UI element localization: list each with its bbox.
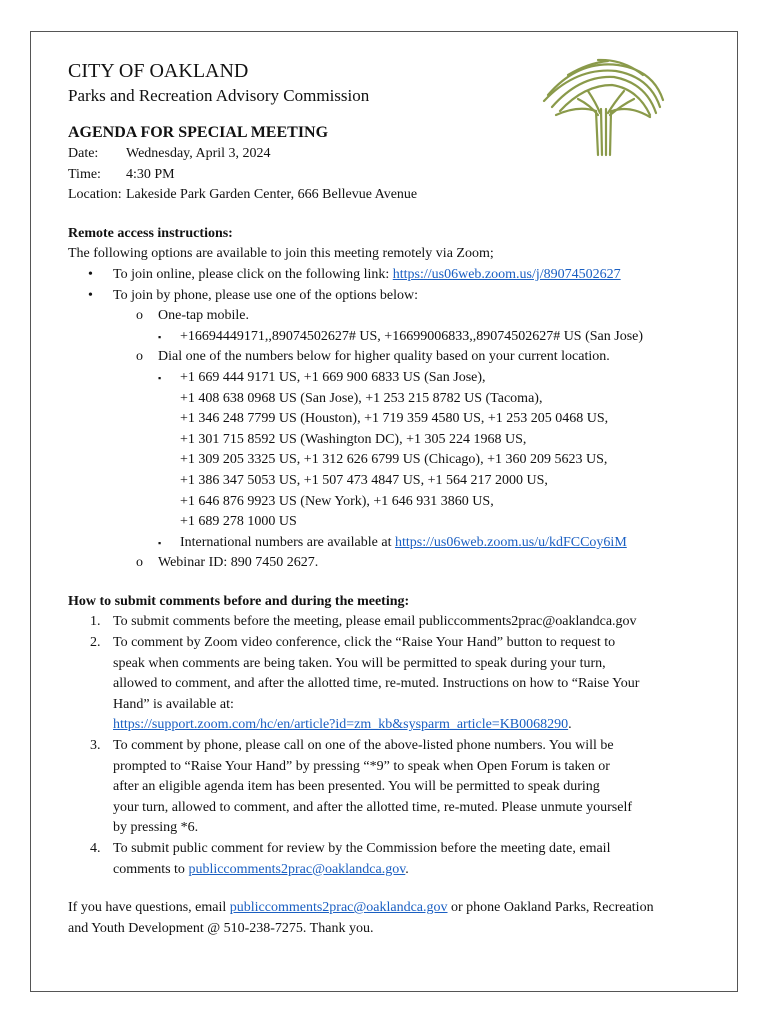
dial-line: +1 301 715 8592 US (Washington DC), +1 305 224 1968 US,	[180, 431, 527, 447]
comments-email-link[interactable]: publiccomments2prac@oaklandca.gov	[188, 861, 406, 877]
dial-numbers-item	[68, 368, 708, 533]
location-value: Lakeside Park Garden Center, 666 Bellevue Avenue	[126, 187, 418, 203]
one-tap-item	[68, 306, 708, 327]
bullet-marker: •	[88, 287, 93, 303]
square-marker: ▪	[158, 537, 162, 548]
comment-line: speak when comments are being taken. You will be permitted to speak during your turn,	[113, 655, 606, 671]
comment-line: To submit public comment for review by the Commission before the meeting date, email	[113, 841, 611, 856]
comments-heading: How to submit comments before and during the meeting:	[68, 593, 410, 609]
comment-line: comments to	[113, 861, 189, 877]
comment-item-1-text: To submit comments before the meeting, please email publiccomments2prac@oaklandca.gov	[113, 614, 637, 630]
footer-text: If you have questions, email	[68, 900, 230, 916]
dial-line: +1 646 876 9923 US (New York), +1 646 931 3860 US,	[180, 493, 494, 509]
join-phone-item	[68, 286, 708, 307]
dial-line: +1 408 638 0968 US (San Jose), +1 253 215 8782 US (Tacoma),	[180, 390, 543, 406]
comment-line: prompted to “Raise Your Hand” by pressing “*9” to speak when Open Forum is taken or	[113, 758, 610, 774]
dial-line: +1 669 444 9171 US, +1 669 900 6833 US (San Jose),	[180, 369, 486, 385]
commission-name: Parks and Recreation Advisory Commission	[68, 86, 370, 105]
international-item	[68, 533, 708, 554]
number-marker: 3.	[90, 738, 101, 754]
remote-intro: The following options are available to join this meeting remotely via Zoom;	[68, 246, 494, 262]
location-label: Location:	[68, 187, 122, 203]
comment-line: allowed to comment, and after the allotted time, re-muted. Instructions on how to “Raise Your	[113, 676, 640, 692]
join-phone-text: To join by phone, please use one of the options below:	[113, 287, 419, 303]
comment-line: by pressing *6.	[113, 820, 199, 836]
date-value: Wednesday, April 3, 2024	[126, 146, 271, 161]
comment-line: after an eligible agenda item has been presented. You will be permitted to speak during	[113, 779, 600, 795]
one-tap-numbers-item	[68, 327, 708, 348]
footer-text: or phone Oakland Parks, Recreation	[447, 900, 654, 916]
dial-line: +1 346 248 7799 US (Houston), +1 719 359 4580 US, +1 253 205 0468 US,	[180, 411, 609, 427]
date-row	[68, 144, 708, 165]
number-marker: 4.	[90, 841, 101, 856]
join-online-item	[68, 265, 708, 286]
time-value: 4:30 PM	[126, 166, 175, 182]
dial-line: +1 689 278 1000 US	[180, 514, 297, 530]
webinar-item	[68, 553, 708, 574]
comment-item-1	[68, 612, 708, 633]
international-text: International numbers are available at	[180, 534, 395, 550]
agenda-title: AGENDA FOR SPECIAL MEETING	[68, 124, 329, 141]
zoom-join-link[interactable]: https://us06web.zoom.us/j/89074502627	[392, 266, 621, 282]
square-marker: ▪	[158, 331, 162, 342]
dial-line: +1 386 347 5053 US, +1 507 473 4847 US, +1 564 217 2000 US,	[180, 472, 548, 488]
one-tap-label: One-tap mobile.	[158, 308, 249, 324]
circle-marker: o	[136, 555, 143, 571]
number-marker: 1.	[90, 614, 101, 630]
bullet-marker: •	[88, 266, 93, 282]
circle-marker: o	[136, 349, 143, 365]
international-numbers-link[interactable]: https://us06web.zoom.us/u/kdFCCoy6iM	[394, 534, 627, 550]
webinar-id: Webinar ID: 890 7450 2627.	[158, 555, 319, 571]
time-row	[68, 165, 708, 186]
square-marker: ▪	[158, 372, 162, 383]
remote-heading: Remote access instructions:	[68, 225, 233, 241]
circle-marker: o	[136, 308, 143, 324]
comment-line: Hand” is available at:	[113, 696, 234, 712]
footer-contact	[68, 898, 708, 919]
comment-line: To comment by Zoom video conference, click the “Raise Your Hand” button to request to	[113, 635, 616, 651]
period: .	[568, 717, 572, 733]
dial-label: Dial one of the numbers below for higher quality based on your current location.	[158, 349, 610, 365]
dial-line: +1 309 205 3325 US, +1 312 626 6799 US (Chicago), +1 360 209 5623 US,	[180, 452, 608, 468]
city-title: CITY OF OAKLAND	[68, 60, 249, 82]
date-label: Date:	[68, 146, 99, 161]
comment-item-4	[68, 839, 708, 880]
dial-item	[68, 347, 708, 368]
comment-line: your turn, allowed to comment, and after the allotted time, re-muted. Please unmute yourself	[113, 799, 633, 815]
comment-line: To comment by phone, please call on one of the above-listed phone numbers. You will be	[113, 738, 614, 754]
agenda-document	[68, 58, 708, 939]
period: .	[405, 861, 409, 877]
location-row	[68, 185, 708, 206]
one-tap-numbers: +16694449171,,89074502627# US, +16699006833,,89074502627# US (San Jose)	[180, 328, 644, 344]
comment-item-3	[68, 736, 708, 839]
number-marker: 2.	[90, 635, 101, 651]
comment-item-2	[68, 633, 708, 736]
footer-email-link[interactable]: publiccomments2prac@oaklandca.gov	[229, 900, 448, 916]
raise-hand-instructions-link[interactable]: https://support.zoom.com/hc/en/article?id=zm_kb&sysparm_article=KB0068290	[113, 717, 569, 733]
time-label: Time:	[68, 166, 101, 182]
join-online-text: To join online, please click on the following link:	[113, 266, 393, 282]
footer-line-2: and Youth Development @ 510-238-7275. Thank you.	[68, 920, 374, 936]
